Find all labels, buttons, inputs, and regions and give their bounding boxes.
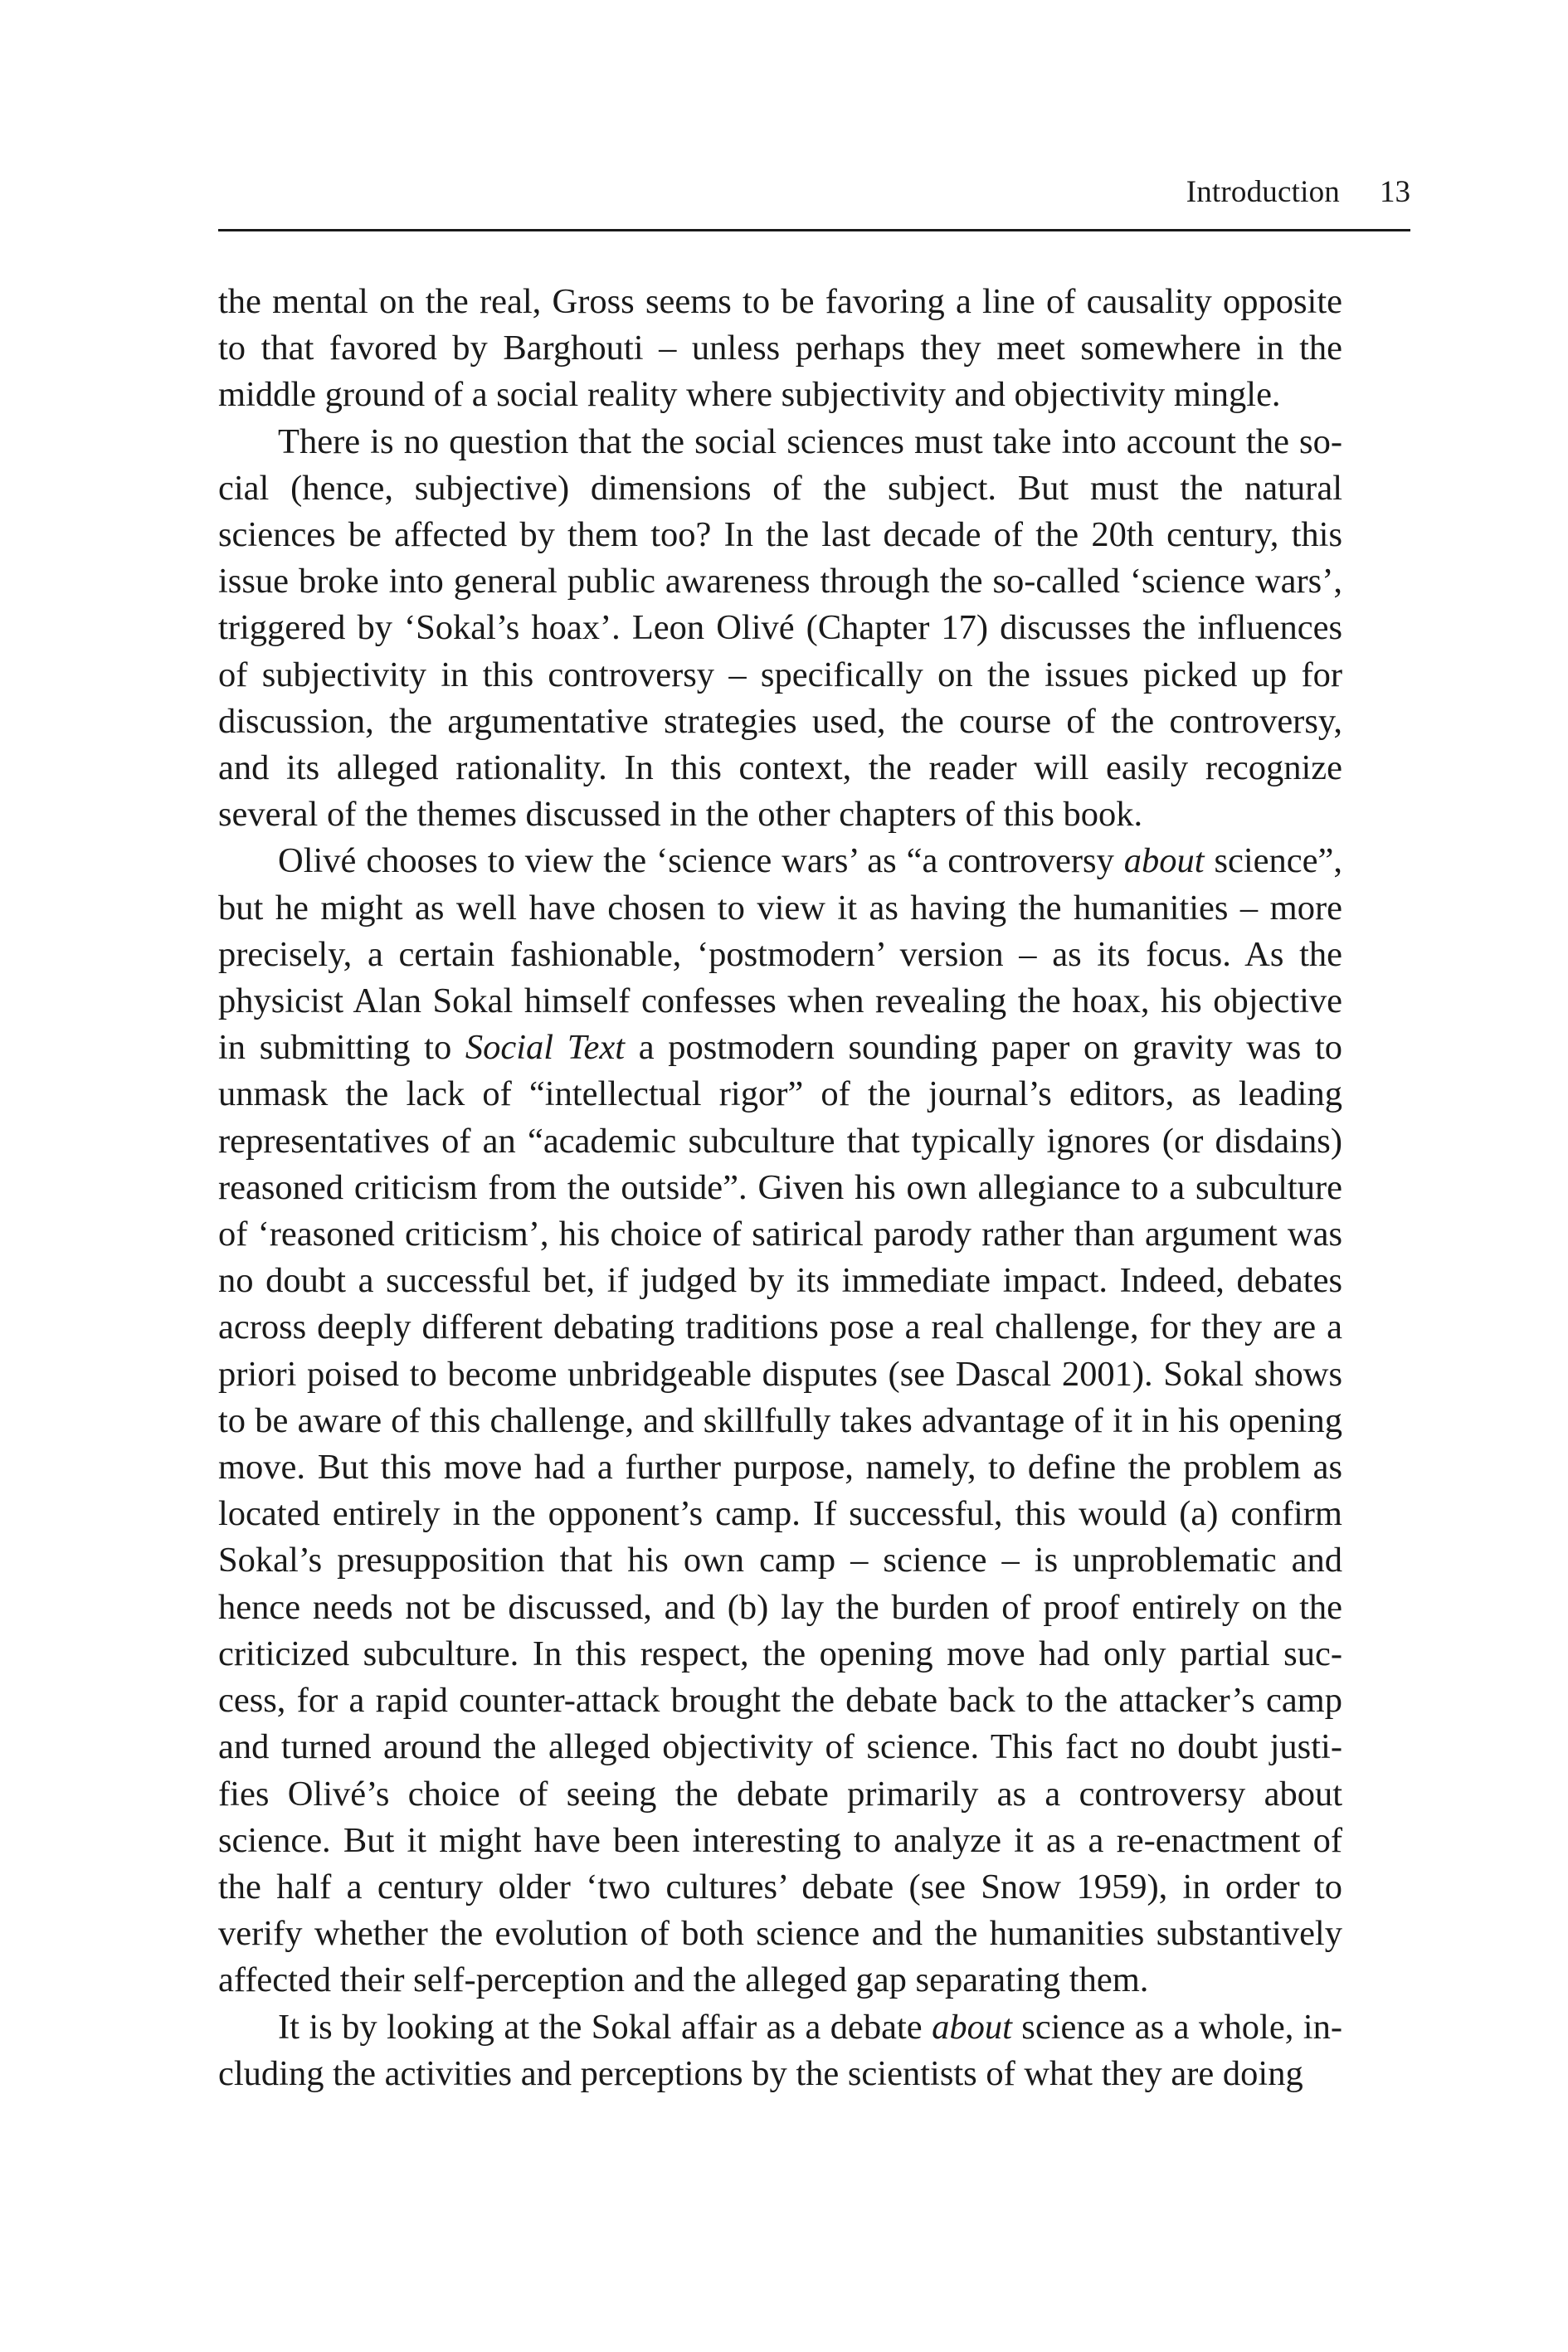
paragraph-continuation: the mental on the real, Gross seems to be favoring a line of causality opposite to that favored by Barghouti – unless perhaps they meet somewhere in the middle ground of a social reality where subjectivity and objectivity mingle. bbox=[218, 282, 1342, 415]
emphasis-about: about bbox=[932, 2007, 1012, 2047]
paragraph-debate-about-science bbox=[218, 2004, 1342, 2097]
paragraph-science-wars: There is no question that the social sciences must take into account the social (hence, subjective) dimensions of the subject. But must the natural sciences be affected by them too? In the last decade of the 20th century, this issue broke into general public awareness through the so-called ‘science wars’, triggered by ‘Sokal’s hoax’. Leon Olivé (Chapter 17) discusses the influences of subjectivity in this controversy – specifically on the issues picked up for discussion, the argumentative strategies used, the course of the controversy, and its alleged rationality. In this context, the reader will easily recognize several of the themes discussed in the other chapters of this book. bbox=[218, 421, 1342, 835]
emphasis-about: about bbox=[1123, 841, 1205, 881]
running-title: Introduction bbox=[1186, 175, 1340, 209]
text-run: It is by looking at the Sokal affair as a debate bbox=[278, 2007, 933, 2047]
body-text bbox=[218, 279, 1342, 2097]
text-run: science”, but he might as well have chosen to view it as having the humanities – more precisely, a certain fashionable, ‘postmodern’ version – as its focus. As the physicist Alan Sokal himself confesses when revealing the hoax, his objective in submitting to bbox=[218, 841, 1342, 1068]
text-run: science as a whole, including the activities and perceptions by the scientists of what they are doing bbox=[218, 2007, 1342, 2093]
paragraph-sokal-hoax bbox=[218, 838, 1342, 2004]
journal-title-social-text: Social Text bbox=[465, 1028, 626, 1068]
running-header bbox=[218, 163, 1410, 231]
text-run: Olivé chooses to view the ‘science wars’ as “a controversy bbox=[278, 841, 1124, 881]
page-number: 13 bbox=[1380, 175, 1410, 209]
text-run: a postmodern sounding paper on gravity was to unmask the lack of “intellectual rigor” of the journal’s editors, as leading representatives of an “academic subculture that typically ignores (or disdains) reasoned criticism from the outside”. Given his own allegiance to a subculture of ‘reasoned criticism’, his choice of satirical parody rather than argument was no doubt a successful bet, if judged by its immediate impact. Indeed, debates across deeply different debating traditions pose a real challenge, for they are a priori poised to become unbridgeable disputes (see Dascal 2001). Sokal shows to be aware of this challenge, and skillfully takes advantage of it in his opening move. But this move had a further purpose, namely, to define the problem as located entirely in the opponent’s camp. If successful, this would (a) confirm Sokal’s presupposition that his own camp – science – is unproblematic and hence needs not be discussed, and (b) lay the burden of proof entirely on the criticized subculture. In this respect, the opening move had only partial success, for a rapid counter-attack brought the debate back to the attacker’s camp and turned around the alleged objectivity of science. This fact no doubt justifies Olivé’s choice of seeing the debate primarily as a controversy about science. But it might have been interesting to analyze it as a re-enactment of the half a century older ‘two cultures’ debate (see Snow 1959), in order to verify whether the evolution of both science and the humanities substantively affected their self-perception and the alleged gap separating them. bbox=[218, 1028, 1343, 2000]
